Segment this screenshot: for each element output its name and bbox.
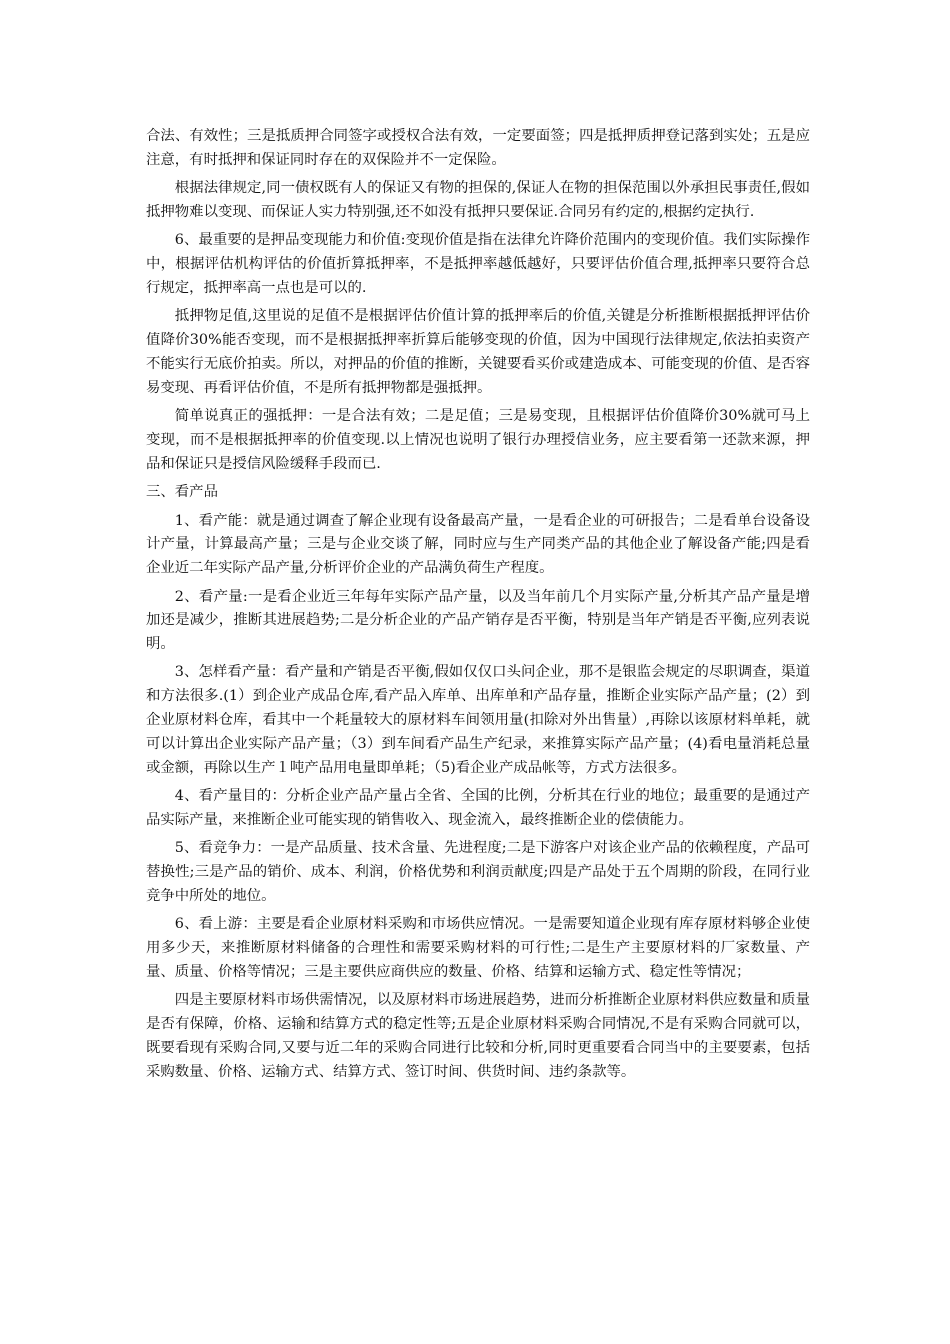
paragraph-4: 抵押物足值,这里说的足值不是根据评估价值计算的抵押率后的价值,关键是分析推断根据抵押评估价值降价30%能否变现，而不是根据抵押率折算后能够变现的价值，因为中国现行法律规定,依法拍卖资产不能实行无底价拍卖。所以，对押品的价值的推断，关键要看买价或建造成本、可能变现的价值、是否容易变现、再看评估价值，不是所有抵押物都是强抵押。 bbox=[146, 308, 810, 396]
paragraph-2: 根据法律规定,同一债权既有人的保证又有物的担保的,保证人在物的担保范围以外承担民事责任,假如抵押物难以变现、而保证人实力特别强,还不如没有抵押只要保证.合同另有约定的,根据约定执行. bbox=[146, 180, 810, 220]
paragraph-13: 四是主要原材料市场供需情况，以及原材料市场进展趋势，进而分析推断企业原材料供应数量和质量是否有保障，价格、运输和结算方式的稳定性等;五是企业原材料采购合同情况,不是有采购合同就可以，既要看现有采购合同,又要与近二年的采购合同进行比较和分析,同时更重要看合同当中的主要要素，包括采购数量、价格、运输方式、结算方式、签订时间、供货时间、违约条款等。 bbox=[146, 992, 810, 1080]
paragraph-7: 1、看产能：就是通过调查了解企业现有设备最高产量，一是看企业的可研报告；二是看单台设备设计产量，计算最高产量；三是与企业交谈了解，同时应与生产同类产品的其他企业了解设备产能;四是看企业近二年实际产品产量,分析评价企业的产品满负荷生产程度。 bbox=[146, 512, 810, 577]
paragraph-8: 2、看产量:一是看企业近三年每年实际产品产量，以及当年前几个月实际产量,分析其产品产量是增加还是减少，推断其进展趋势;二是分析企业的产品产销存是否平衡，特别是当年产销是否平衡,应列表说明。 bbox=[146, 588, 810, 653]
section-heading: 三、看产品 bbox=[146, 484, 218, 501]
paragraph-11: 5、看竞争力：一是产品质量、技术含量、先进程度;二是下游客户对该企业产品的依赖程度，产品可替换性;三是产品的销价、成本、利润，价格优势和利润贡献度;四是产品处于五个周期的阶段，在同行业竞争中所处的地位。 bbox=[146, 840, 810, 904]
paragraph-5: 简单说真正的强抵押：一是合法有效；二是足值；三是易变现，且根据评估价值降价30%就可马上变现，而不是根据抵押率的价值变现.以上情况也说明了银行办理授信业务，应主要看第一还款来源，押品和保证只是授信风险缓释手段而已. bbox=[146, 408, 810, 472]
paragraph-1: 合法、有效性；三是抵质押合同签字或授权合法有效，一定要面签；四是抵押质押登记落到实处；五是应注意，有时抵押和保证同时存在的双保险并不一定保险。 bbox=[146, 128, 810, 168]
paragraph-12: 6、看上游：主要是看企业原材料采购和市场供应情况。一是需要知道企业现有库存原材料够企业使用多少天，来推断原材料储备的合理性和需要采购材料的可行性;二是生产主要原材料的厂家数量、产量、质量、价格等情况；三是主要供应商供应的数量、价格、结算和运输方式、稳定性等情况； bbox=[146, 916, 810, 980]
paragraph-10: 4、看产量目的：分析企业产品产量占全省、全国的比例，分析其在行业的地位；最重要的是通过产品实际产量，来推断企业可能实现的销售收入、现金流入，最终推断企业的偿债能力。 bbox=[146, 788, 810, 828]
paragraph-3: 6、最重要的是押品变现能力和价值:变现价值是指在法律允许降价范围内的变现价值。我们实际操作中，根据评估机构评估的价值折算抵押率，不是抵押率越低越好，只要评估价值合理,抵押率只要符合总行规定，抵押率高一点也是可以的. bbox=[146, 232, 810, 296]
paragraph-9: 3、怎样看产量：看产量和产销是否平衡,假如仅仅口头问企业，那不是银监会规定的尽职调查，渠道和方法很多.(1）到企业产成品仓库,看产品入库单、出库单和产品存量，推断企业实际产品产量；(2）到企业原材料仓库，看其中一个耗量较大的原材料车间领用量(扣除对外出售量）,再除以该原材料单耗，就可以计算出企业实际产品产量；（3）到车间看产品生产纪录，来推算实际产品产量；(4)看电量消耗总量或金额，再除以生产１吨产品用电量即单耗；（5)看企业产成品帐等，方式方法很多。 bbox=[146, 664, 810, 776]
document-page bbox=[146, 125, 810, 1089]
